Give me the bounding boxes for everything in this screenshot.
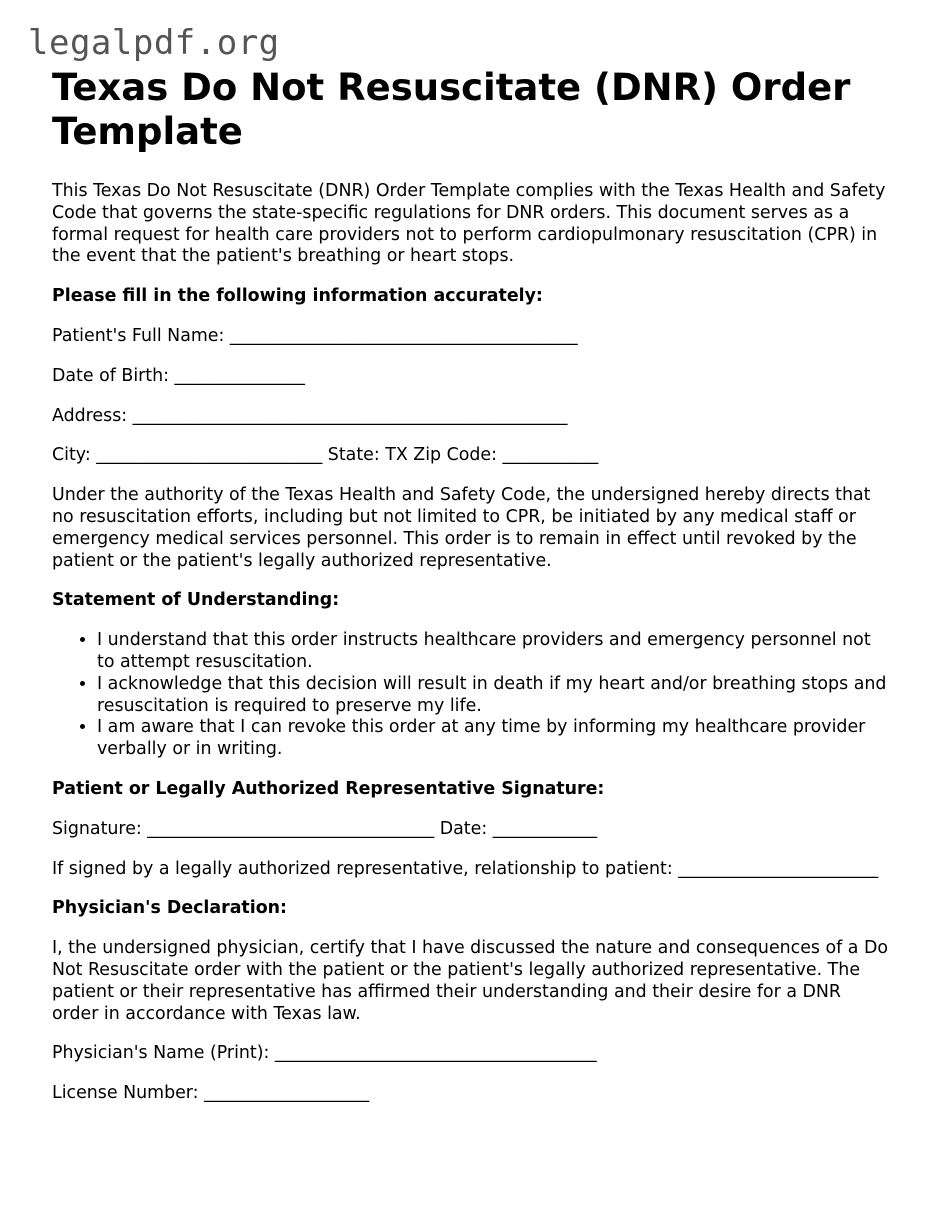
signature-date-field: Signature: _________________________________ Date: ____________ — [52, 818, 598, 839]
fill-instructions-heading: Please fill in the following information accurately: — [52, 286, 543, 307]
understanding-heading: Statement of Understanding: — [52, 590, 340, 611]
relationship-field: If signed by a legally authorized representative, relationship to patient: _______________________ — [52, 858, 879, 879]
license-number-field: License Number: ___________________ — [52, 1083, 370, 1104]
signature-heading: Patient or Legally Authorized Representative Signature: — [52, 778, 605, 799]
page-title: Texas Do Not Resuscitate (DNR) Order Template — [52, 66, 851, 153]
list-item: • I acknowledge that this decision will result in death if my heart and/or breathing stops and resuscitation is required to preserve my life. — [97, 674, 892, 718]
understanding-list — [52, 630, 892, 761]
list-item: • I understand that this order instructs healthcare providers and emergency personnel not to attempt resuscitation. — [97, 630, 892, 674]
address-field: Address: __________________________________________________ — [52, 405, 568, 426]
physician-heading: Physician's Declaration: — [52, 898, 287, 919]
physician-name-field: Physician's Name (Print): _____________________________________ — [52, 1043, 597, 1064]
physician-declaration-paragraph: I, the undersigned physician, certify that I have discussed the nature and consequences of a Do Not Resuscitate order with the patient or the patient's legally authorized representative. The patient or their representative has affirmed their understanding and their desire for a DNR order in accordance with Texas law. — [52, 938, 889, 1024]
watermark: legalpdf.org — [28, 23, 280, 63]
date-of-birth-field: Date of Birth: _______________ — [52, 365, 305, 386]
list-item: • I am aware that I can revoke this order at any time by informing my healthcare provider verbally or in writing. — [97, 717, 892, 761]
city-state-zip-field: City: __________________________ State: TX Zip Code: ___________ — [52, 445, 599, 466]
intro-paragraph: This Texas Do Not Resuscitate (DNR) Order Template complies with the Texas Health and Safety Code that governs the state-specific regulations for DNR orders. This document serves as a formal request for health care providers not to perform cardiopulmonary resuscitation (CPR) in the event that the patient's breathing or heart stops. — [52, 181, 886, 267]
authority-paragraph: Under the authority of the Texas Health and Safety Code, the undersigned hereby directs that no resuscitation efforts, including but not limited to CPR, be initiated by any medical staff or emergency medical services personnel. This order is to remain in effect until revoked by the patient or the patient's legally authorized representative. — [52, 485, 871, 571]
patient-name-field: Patient's Full Name: ________________________________________ — [52, 325, 578, 346]
document-page — [52, 66, 892, 1123]
